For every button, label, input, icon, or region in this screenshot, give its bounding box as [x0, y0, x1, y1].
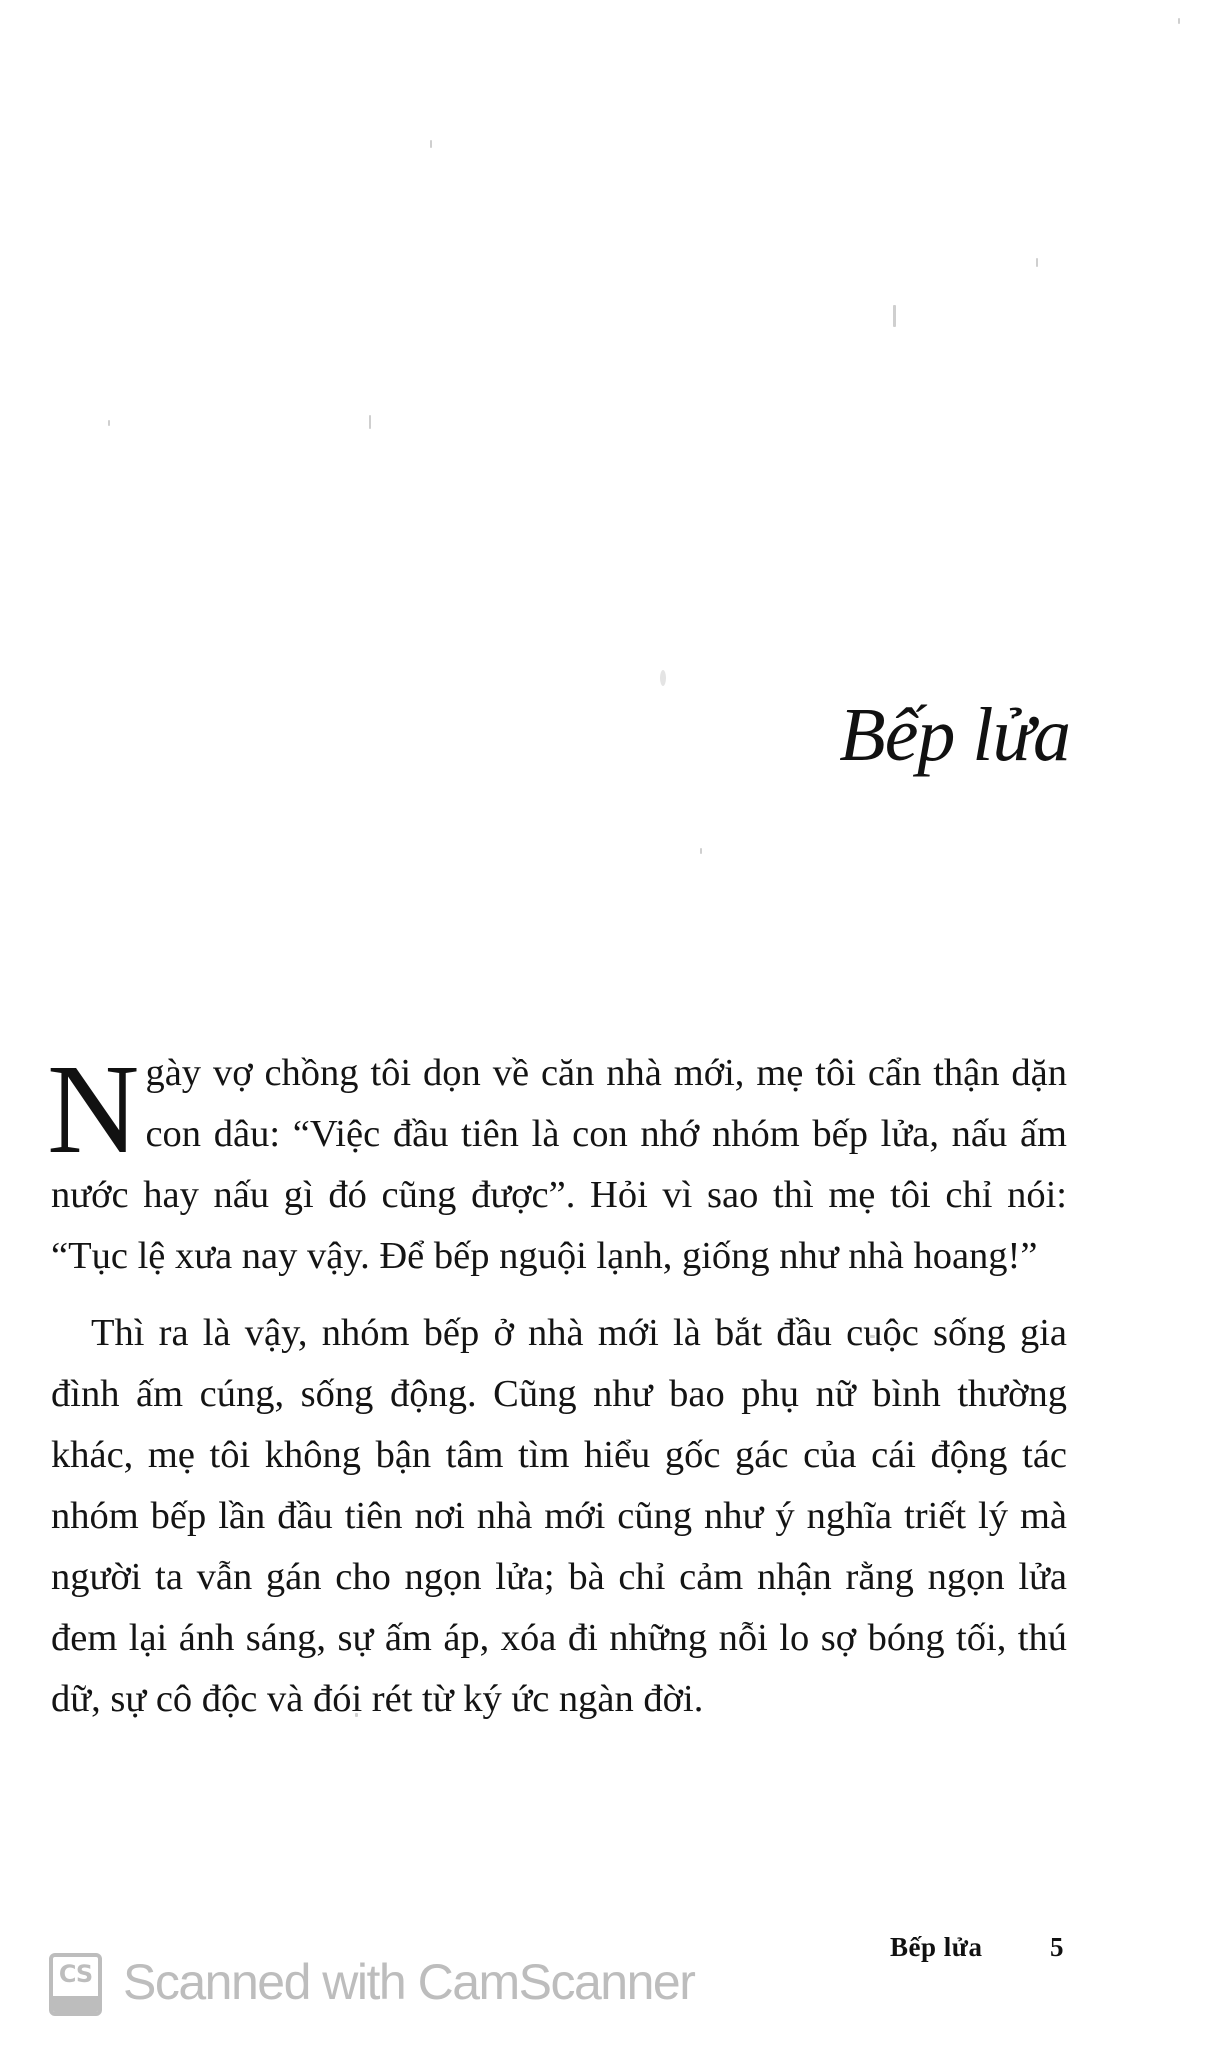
- chapter-title: Bếp lửa: [839, 693, 1070, 777]
- watermark-text: Scanned with CamScanner: [123, 1954, 695, 2010]
- drop-cap: N: [47, 1038, 140, 1180]
- camscanner-watermark: [49, 1953, 694, 2017]
- page-number: 5: [1050, 1932, 1064, 1962]
- camscanner-logo-letters: CS: [58, 1960, 93, 1988]
- scan-speck: [1036, 258, 1038, 267]
- paragraph-1: [47, 1038, 1067, 1287]
- scan-speck: [700, 848, 702, 854]
- scan-speck: [108, 420, 110, 426]
- paragraph-2: Thì ra là vậy, nhóm bếp ở nhà mới là bắt đầu cuộc sống gia đình ấm cúng, sống động. Cũng như bao phụ nữ bình thường khác, mẹ tôi không bận tâm tìm hiểu gốc gác của cái động tác nhóm bếp lần đầu tiên nơi nhà mới cũng như ý nghĩa triết lý mà người ta vẫn gán cho ngọn lửa; bà chỉ cảm nhận rằng ngọn lửa đem lại ánh sáng, sự ấm áp, xóa đi những nỗi lo sợ bóng tối, thú dữ, sự cô độc và đói rét từ ký ức ngàn đời.: [51, 1312, 1067, 1720]
- paragraph-1-text: gày vợ chồng tôi dọn về căn nhà mới, mẹ tôi cẩn thận dặn con dâu: “Việc đầu tiên là con nhớ nhóm bếp lửa, nấu ấm nước hay nấu gì đó cũng được”. Hỏi vì sao thì mẹ tôi chỉ nói: “Tục lệ xưa nay vậy. Để bếp nguội lạnh, giống như nhà hoang!”: [51, 1052, 1067, 1277]
- scan-speck: [660, 670, 666, 686]
- scan-speck: [430, 140, 432, 148]
- scan-speck: [893, 305, 896, 327]
- body-text: [47, 1038, 1067, 1730]
- camscanner-logo-band: [53, 1996, 98, 2012]
- camscanner-logo-icon: [49, 1953, 102, 2016]
- scan-speck: [369, 415, 371, 429]
- scan-speck: [1178, 18, 1180, 24]
- running-footer-title: Bếp lửa: [890, 1932, 983, 1962]
